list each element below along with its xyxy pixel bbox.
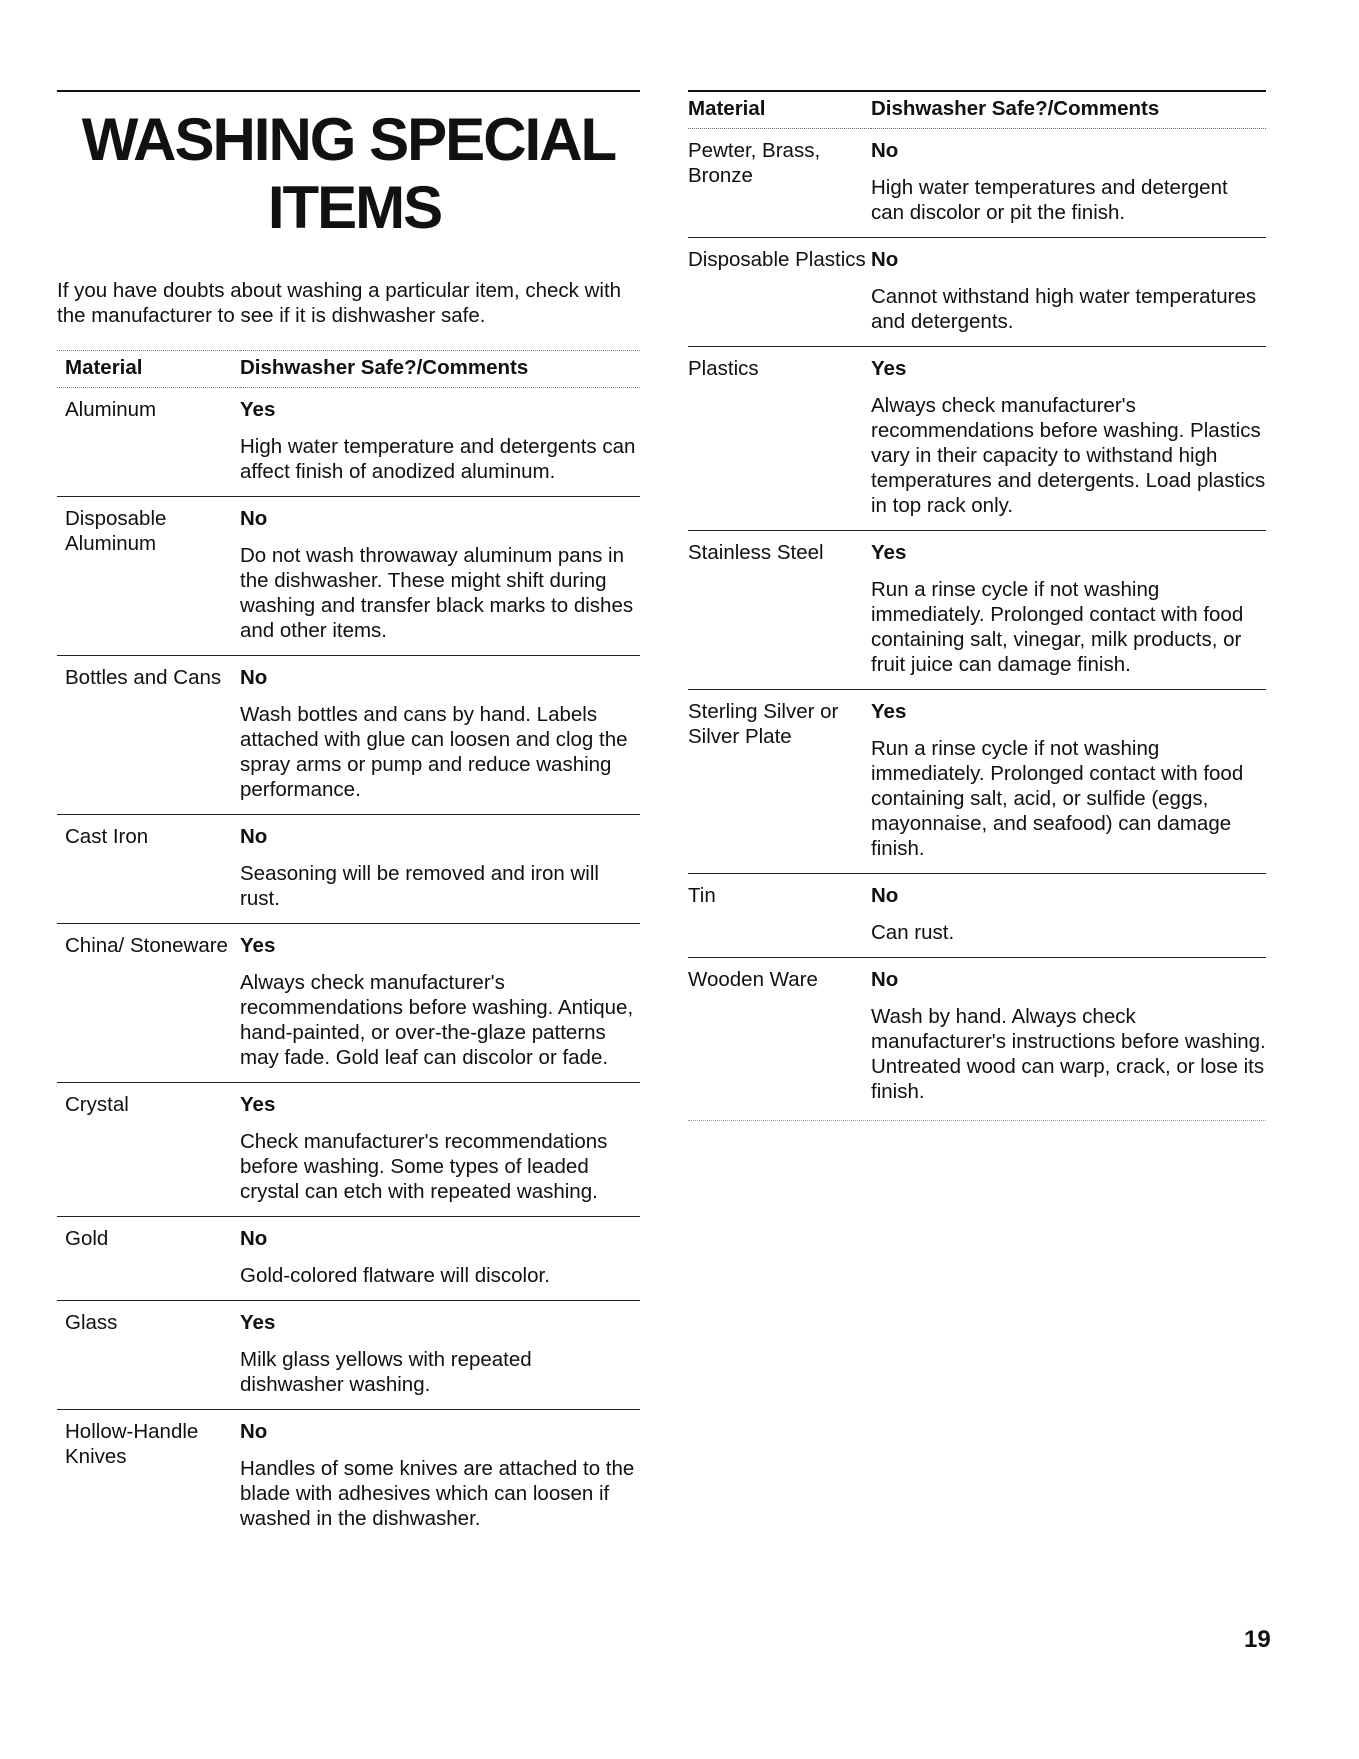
table-row [688, 690, 1266, 874]
comment-cell [240, 388, 640, 497]
material-cell: Cast Iron [65, 825, 149, 848]
material-cell: Stainless Steel [688, 541, 824, 564]
comment-cell [240, 497, 640, 656]
dishwasher-safe-verdict: No [871, 139, 899, 162]
dishwasher-safe-verdict: Yes [871, 700, 907, 723]
dishwasher-safe-verdict: No [871, 248, 899, 271]
comment-cell [240, 924, 640, 1083]
table-row [57, 1217, 640, 1301]
dishwasher-safe-verdict: Yes [240, 398, 276, 421]
table-row [57, 924, 640, 1083]
dishwasher-safe-verdict: No [240, 1420, 268, 1443]
dishwasher-safe-verdict: Yes [240, 934, 276, 957]
comment-cell [871, 531, 1266, 690]
dishwasher-safe-verdict: Yes [871, 541, 907, 564]
comment-text: High water temperatures and detergent can discolor or pit the finish. [871, 176, 1228, 224]
dishwasher-safe-verdict: No [240, 1227, 268, 1250]
dishwasher-safe-verdict: No [240, 825, 268, 848]
table-row [57, 1301, 640, 1410]
table-row [688, 129, 1266, 238]
table-row [688, 238, 1266, 347]
title-rule [57, 90, 640, 92]
comment-text: Gold-colored flatware will discolor. [240, 1264, 550, 1287]
comment-text: Run a rinse cycle if not washing immediately. Prolonged contact with food containing salt, acid, or sulfide (eggs, mayonnaise, and seafood) can damage finish. [871, 737, 1244, 860]
comment-cell [871, 874, 1266, 958]
dishwasher-safe-verdict: No [240, 666, 268, 689]
table-body-right [688, 129, 1266, 1117]
comment-cell [240, 1217, 640, 1301]
page-title [57, 106, 640, 242]
table-body-left [57, 388, 640, 1544]
comment-cell [240, 1301, 640, 1410]
material-cell: Crystal [65, 1093, 129, 1116]
table-end-rule [688, 1120, 1266, 1121]
material-cell: China/ Stoneware [65, 934, 228, 957]
comment-cell [871, 129, 1266, 238]
material-header: Material [688, 97, 766, 120]
material-cell: Disposable Aluminum [65, 507, 167, 555]
materials-table-right [688, 92, 1266, 1116]
table-row [57, 1410, 640, 1544]
dishwasher-safe-verdict: No [871, 968, 899, 991]
table-row [57, 1083, 640, 1217]
dishwasher-safe-verdict: No [871, 884, 899, 907]
material-cell: Plastics [688, 357, 759, 380]
comment-cell [240, 815, 640, 924]
comment-text: Wash by hand. Always check manufacturer's instructions before washing. Untreated wood can warp, crack, or lose its finish. [871, 1005, 1266, 1103]
material-cell: Aluminum [65, 398, 157, 421]
comment-cell [871, 690, 1266, 874]
material-cell: Wooden Ware [688, 968, 818, 991]
table-row [57, 388, 640, 497]
dishwasher-safe-verdict: Yes [871, 357, 907, 380]
comment-text: Cannot withstand high water temperatures and detergents. [871, 285, 1257, 333]
intro-paragraph: If you have doubts about washing a particular item, check with the manufacturer to see if it is dishwasher safe. [57, 279, 622, 327]
material-cell: Glass [65, 1311, 118, 1334]
dishwasher-safe-verdict: Yes [240, 1093, 276, 1116]
table-row [688, 347, 1266, 531]
table-row [688, 958, 1266, 1117]
comment-text: Always check manufacturer's recommendations before washing. Antique, hand-painted, or over-the-glaze patterns may fade. Gold leaf can discolor or fade. [240, 971, 634, 1069]
material-cell: Bottles and Cans [65, 666, 222, 689]
table-row [57, 497, 640, 656]
comment-text: Handles of some knives are attached to the blade with adhesives which can loosen if washed in the dishwasher. [240, 1457, 635, 1530]
table-row [688, 531, 1266, 690]
table-row [57, 815, 640, 924]
material-cell: Disposable Plastics [688, 248, 866, 271]
table-row [688, 874, 1266, 958]
dishwasher-safe-verdict: No [240, 507, 268, 530]
comment-cell [240, 656, 640, 815]
comment-text: Seasoning will be removed and iron will rust. [240, 862, 599, 910]
right-column [688, 90, 1266, 1121]
comment-cell [871, 958, 1266, 1117]
material-cell: Gold [65, 1227, 109, 1250]
comment-cell [871, 238, 1266, 347]
title-line-2: ITEMS [267, 174, 442, 241]
left-column [57, 90, 640, 1543]
dishwasher-safe-verdict: Yes [240, 1311, 276, 1334]
comment-text: Wash bottles and cans by hand. Labels attached with glue can loosen and clog the spray arms or pump and reduce washing performance. [240, 703, 628, 801]
comment-text: Run a rinse cycle if not washing immediately. Prolonged contact with food containing salt, vinegar, milk products, or fruit juice can damage finish. [871, 578, 1244, 676]
comment-text: Can rust. [871, 921, 955, 944]
comments-header: Dishwasher Safe?/Comments [240, 356, 529, 379]
comment-text: Do not wash throwaway aluminum pans in the dishwasher. These might shift during washing and transfer black marks to dishes and other items. [240, 544, 634, 642]
material-cell: Pewter, Brass, Bronze [688, 139, 821, 187]
material-cell: Sterling Silver or Silver Plate [688, 700, 839, 748]
comment-text: Always check manufacturer's recommendations before washing. Plastics vary in their capacity to withstand high temperatures and detergents. Load plastics in top rack only. [871, 394, 1266, 517]
material-cell: Tin [688, 884, 716, 907]
comment-cell [240, 1083, 640, 1217]
comment-cell [240, 1410, 640, 1544]
title-line-1: WASHING SPECIAL [81, 106, 616, 173]
material-cell: Hollow-Handle Knives [65, 1420, 199, 1468]
comment-text: Check manufacturer's recommendations before washing. Some types of leaded crystal can etch with repeated washing. [240, 1130, 608, 1203]
comments-header: Dishwasher Safe?/Comments [871, 97, 1160, 120]
comment-text: High water temperature and detergents can affect finish of anodized aluminum. [240, 435, 636, 483]
material-header: Material [65, 356, 143, 379]
comment-cell [871, 347, 1266, 531]
table-row [57, 656, 640, 815]
page-number: 19 [1244, 1626, 1271, 1653]
materials-table-left [57, 350, 640, 1543]
comment-text: Milk glass yellows with repeated dishwasher washing. [240, 1348, 532, 1396]
table-header-row [57, 351, 640, 388]
table-header-row [688, 92, 1266, 129]
